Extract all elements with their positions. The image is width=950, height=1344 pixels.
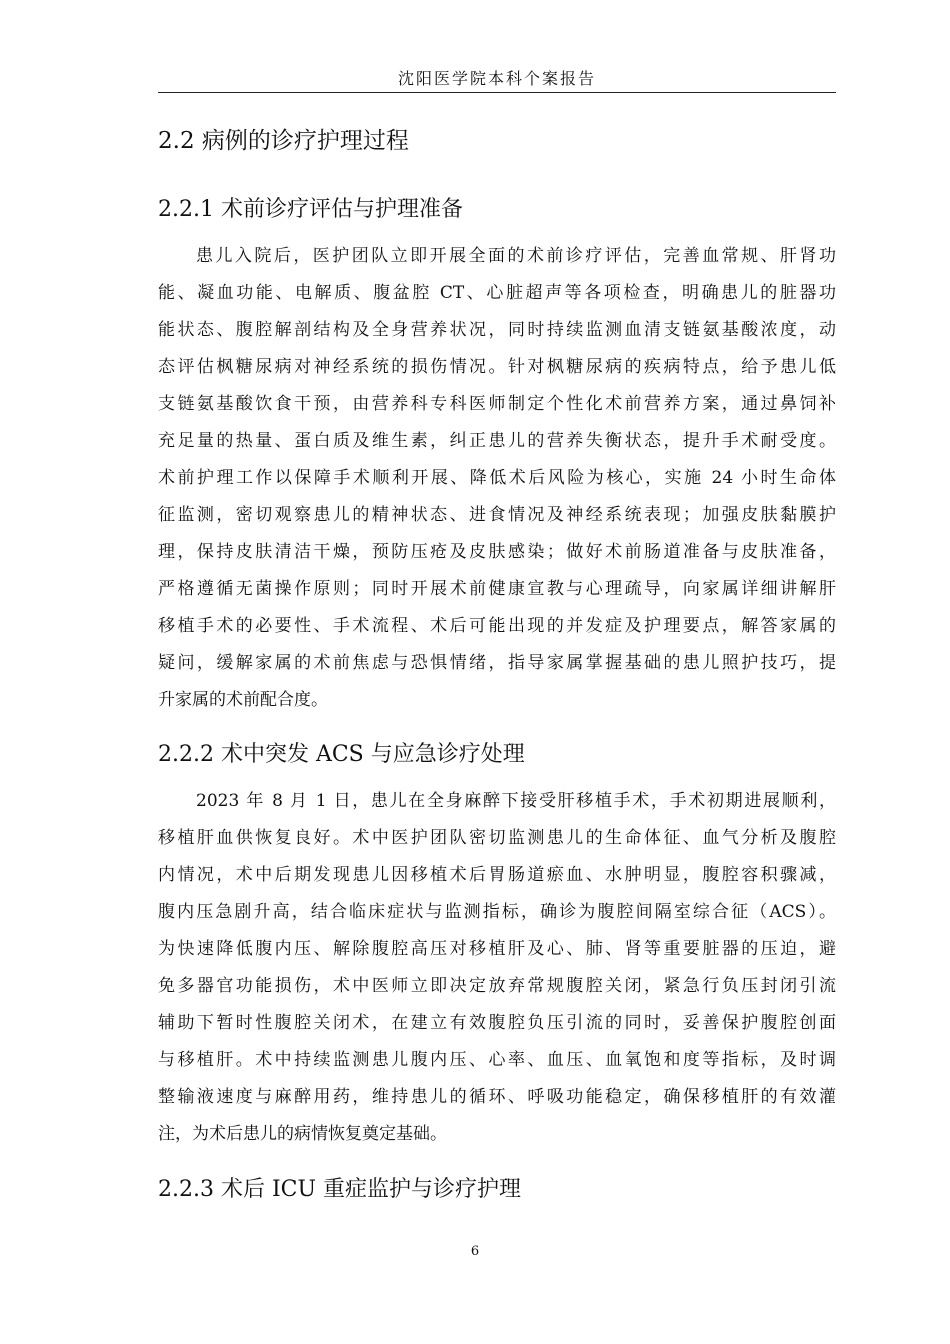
paragraph-line: 移植肝血供恢复良好。术中医护团队密切监测患儿的生命体征、血气分析及腹腔	[158, 828, 836, 848]
paragraph-line: 充足量的热量、蛋白质及维生素，纠正患儿的营养失衡状态，提升手术耐受度。	[158, 431, 836, 451]
paragraph-line: 升家属的术前配合度。	[158, 690, 328, 710]
paragraph-line: 内情况，术中后期发现患儿因移植术后胃肠道瘀血、水肿明显，腹腔容积骤减，	[158, 865, 836, 885]
paragraph-line: 整输液速度与麻醉用药，维持患儿的循环、呼吸功能稳定，确保移植肝的有效灌	[158, 1087, 836, 1107]
paragraph-line: 态评估枫糖尿病对神经系统的损伤情况。针对枫糖尿病的疾病特点，给予患儿低	[158, 357, 836, 377]
paragraph-line: 理，保持皮肤清洁干燥，预防压疮及皮肤感染；做好术前肠道准备与皮肤准备，	[158, 542, 836, 562]
paragraph-line: 为快速降低腹内压、解除腹腔高压对移植肝及心、肺、肾等重要脏器的压迫，避	[158, 939, 836, 959]
header-divider	[158, 92, 836, 93]
paragraph-intraop	[158, 783, 836, 1153]
paragraph-line: 能状态、腹腔解剖结构及全身营养状况，同时持续监测血清支链氨基酸浓度，动	[158, 320, 836, 340]
paragraph-line: 征监测，密切观察患儿的精神状态、进食情况及神经系统表现；加强皮肤黏膜护	[158, 505, 836, 525]
paragraph-line: 患儿入院后，医护团队立即开展全面的术前诊疗评估，完善血常规、肝肾功	[196, 246, 836, 266]
paragraph-line: 腹内压急剧升高，结合临床症状与监测指标，确诊为腹腔间隔室综合征（ACS）。	[158, 902, 836, 922]
paragraph-line: 术前护理工作以保障手术顺利开展、降低术后风险为核心，实施 24 小时生命体	[158, 468, 836, 488]
paragraph-line: 免多器官功能损伤，术中医师立即决定放弃常规腹腔关闭，紧急行负压封闭引流	[158, 976, 836, 996]
subsection-heading-postop: 2.2.3 术后 ICU 重症监护与诊疗护理	[158, 1177, 522, 1202]
paragraph-line: 能、凝血功能、电解质、腹盆腔 CT、心脏超声等各项检查，明确患儿的脏器功	[158, 283, 836, 303]
subsection-heading-preop: 2.2.1 术前诊疗评估与护理准备	[158, 197, 463, 222]
paragraph-line: 2023 年 8 月 1 日，患儿在全身麻醉下接受肝移植手术，手术初期进展顺利，	[196, 791, 836, 811]
subsection-heading-intraop: 2.2.2 术中突发 ACS 与应急诊疗处理	[158, 742, 525, 767]
paragraph-line: 疑问，缓解家属的术前焦虑与恐惧情绪，指导家属掌握基础的患儿照护技巧，提	[158, 653, 836, 673]
page-number: 6	[470, 1244, 480, 1259]
paragraph-line: 支链氨基酸饮食干预，由营养科专科医师制定个性化术前营养方案，通过鼻饲补	[158, 394, 836, 414]
paragraph-line: 与移植肝。术中持续监测患儿腹内压、心率、血压、血氧饱和度等指标，及时调	[158, 1050, 836, 1070]
paragraph-line: 注，为术后患儿的病情恢复奠定基础。	[158, 1124, 447, 1144]
paragraph-line: 移植手术的必要性、手术流程、术后可能出现的并发症及护理要点，解答家属的	[158, 616, 836, 636]
paragraph-line: 严格遵循无菌操作原则；同时开展术前健康宣教与心理疏导，向家属详细讲解肝	[158, 579, 836, 599]
running-header: 沈阳医学院本科个案报告	[397, 69, 596, 88]
section-heading: 2.2 病例的诊疗护理过程	[158, 128, 409, 154]
paragraph-preop	[158, 238, 836, 719]
paragraph-line: 辅助下暂时性腹腔关闭术，在建立有效腹腔负压引流的同时，妥善保护腹腔创面	[158, 1013, 836, 1033]
